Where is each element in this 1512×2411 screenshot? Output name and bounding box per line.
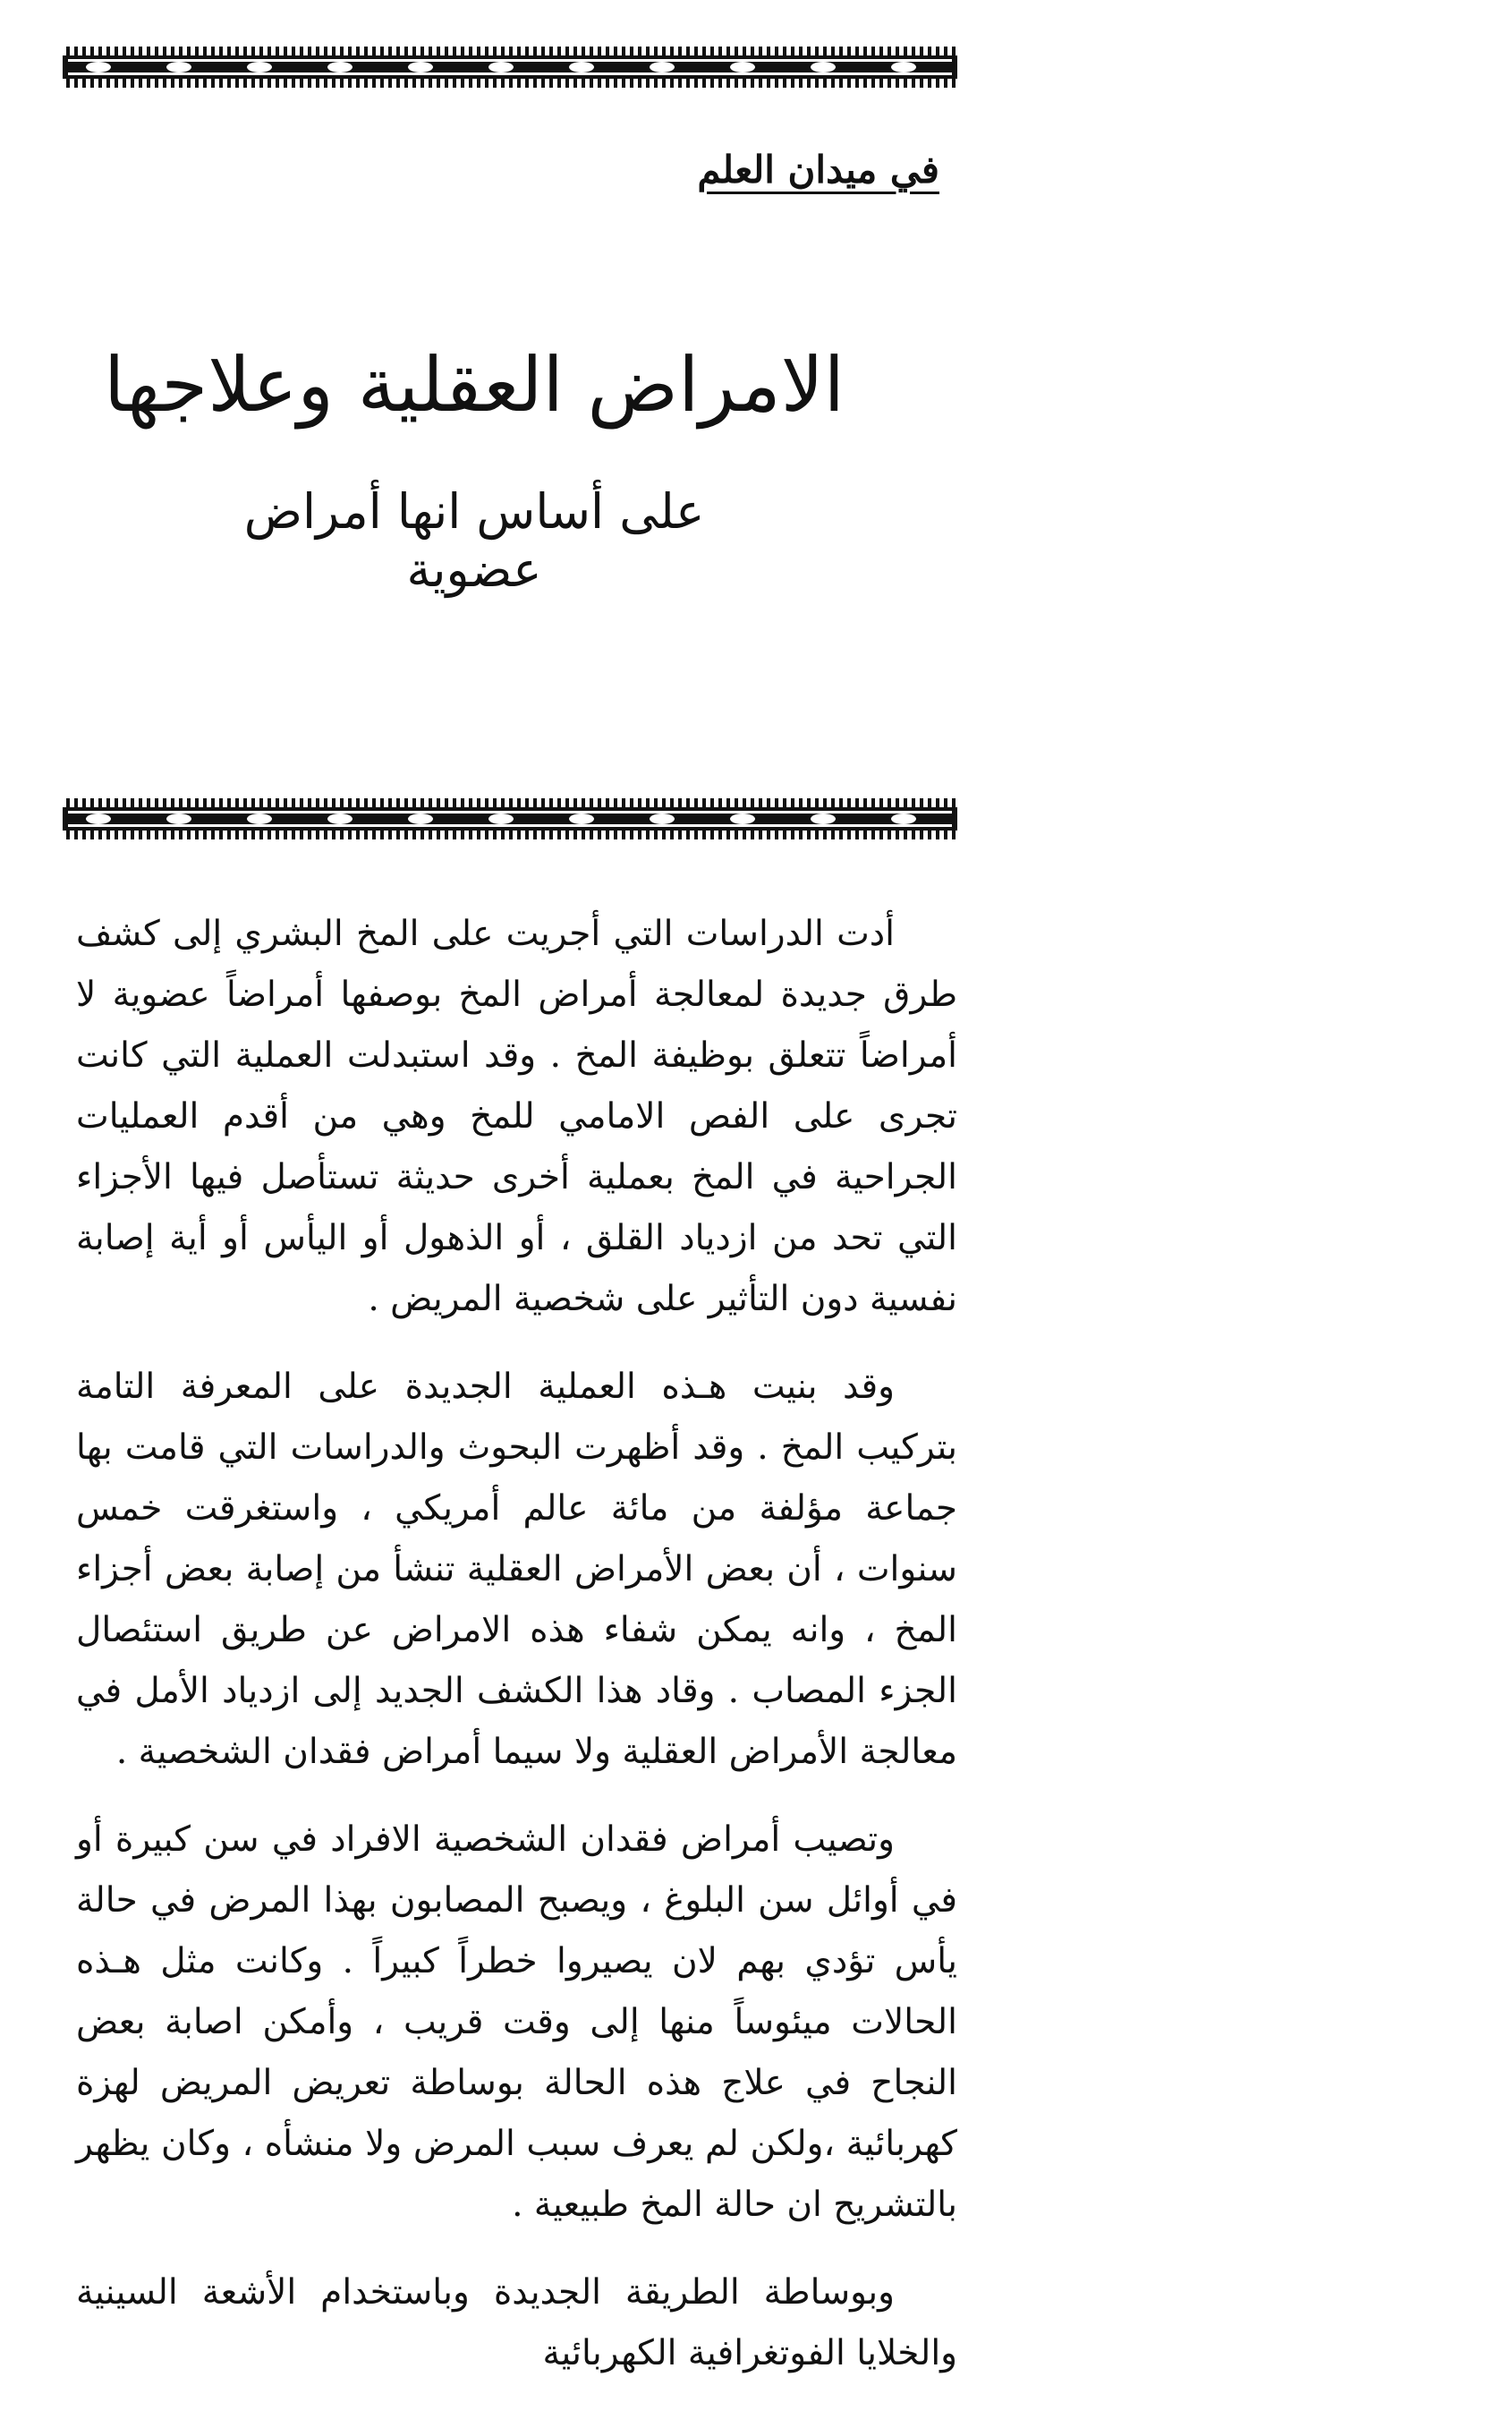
ornament-border-top (63, 36, 957, 98)
section-label: في ميدان العلم (697, 148, 939, 192)
ornament-border-middle (63, 788, 957, 850)
article-body (76, 904, 957, 2411)
paragraph-1: أدت الدراسات التي أجريت على المخ البشري إلى كشف طرق جديدة لمعالجة أمراض المخ بوصفها أمراضاً عضوية لا أمراضاً تتعلق بوظيفة المخ . وقد استبدلت العملية التي كانت تجرى على الفص الامامي للمخ وهي من أقدم العمليات الجراحية في المخ بعملية أخرى حديثة تستأصل فيها الأجزاء التي تحد من ازدياد القلق ، أو الذهول أو اليأس أو أية إصابة نفسية دون التأثير على شخصية المريض . (76, 914, 957, 1319)
article-subtitle: على أساس انها أمراض عضوية (243, 483, 705, 598)
paragraph-3: وتصيب أمراض فقدان الشخصية الافراد في سن كبيرة أو في أوائل سن البلوغ ، ويصبح المصابون بهذا المرض في حالة يأس تؤدي بهم لان يصيروا خطراً كبيراً . وكانت مثل هـذه الحالات ميئوساً منها إلى وقت قريب ، وأمكن اصابة بعض النجاح في علاج هذه الحالة بوساطة تعريض المريض لهزة كهربائية ،ولكن لم يعرف سبب المرض ولا منشأه ، وكان يظهر بالتشريح ان حالة المخ طبيعية . (76, 1819, 957, 2225)
article-title: الامراض العقلية وعلاجها (103, 341, 845, 429)
paragraph-2: وقد بنيت هـذه العملية الجديدة على المعرفة التامة بتركيب المخ . وقد أظهرت البحوث والدراسات التي قامت بها جماعة مؤلفة من مائة عالم أمريكي ، واستغرقت خمس سنوات ، أن بعض الأمراض العقلية تنشأ من إصابة بعض أجزاء المخ ، وانه يمكن شفاء هذه الامراض عن طريق استئصال الجزء المصاب . وقاد هذا الكشف الجديد إلى ازدياد الأمل في معالجة الأمراض العقلية ولا سيما أمراض فقدان الشخصية . (76, 1367, 957, 1772)
paragraph-4: وبوساطة الطريقة الجديدة وباستخدام الأشعة السينية والخلايا الفوتغرافية الكهربائية (76, 2272, 957, 2373)
